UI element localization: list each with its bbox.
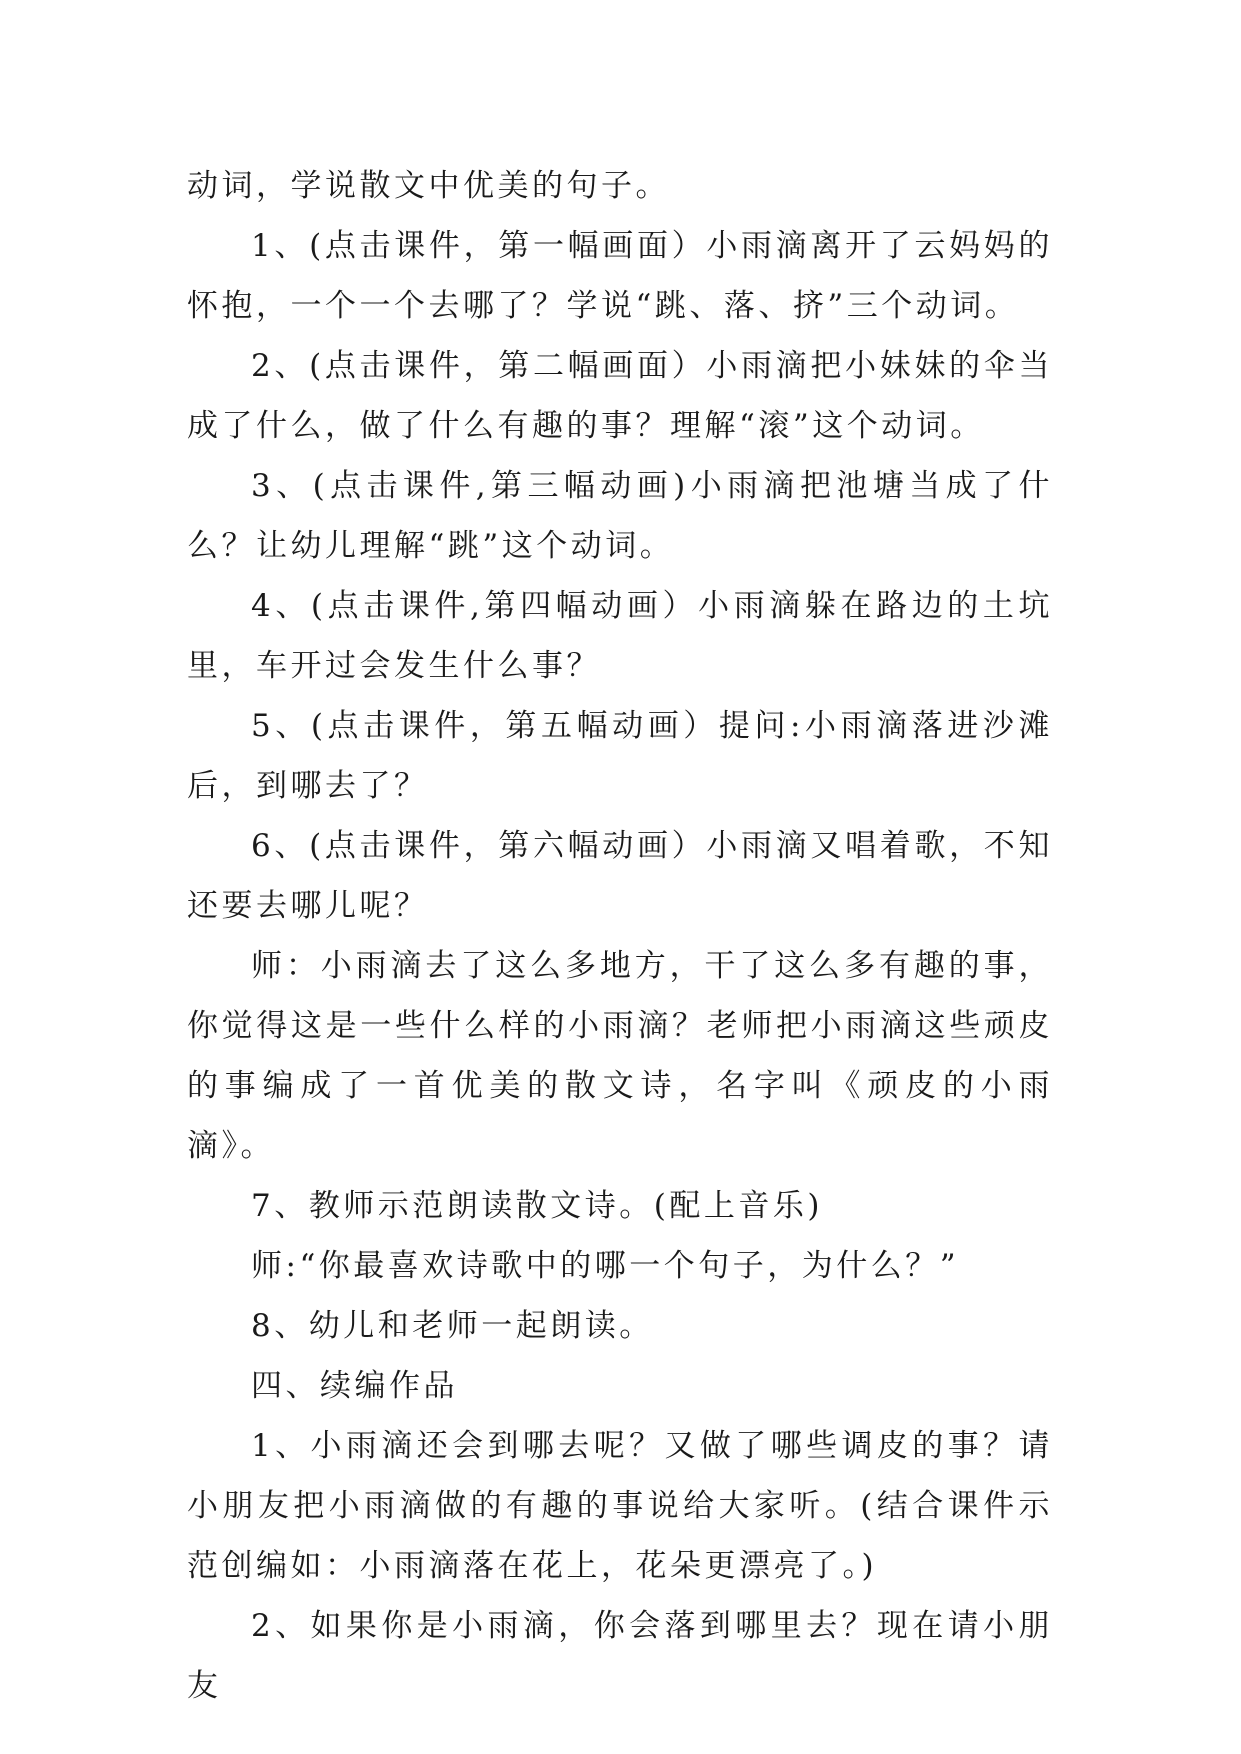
paragraph-step-6: 6、(点击课件，第六幅动画）小雨滴又唱着歌，不知还要去哪儿呢？ — [187, 828, 1053, 924]
section-heading: 四、续编作品 — [251, 1368, 458, 1404]
paragraph-step-5: 5、(点击课件，第五幅动画）提问:小雨滴落进沙滩后，到哪去了？ — [187, 708, 1053, 804]
paragraph-step-8: 8、幼儿和老师一起朗读。 — [251, 1308, 654, 1344]
paragraph-teacher-remark: 师：小雨滴去了这么多地方，干了这么多有趣的事，你觉得这是一些什么样的小雨滴？老师把小雨滴这些顽皮的事编成了一首优美的散文诗，名字叫《顽皮的小雨滴》。 — [187, 948, 1053, 1164]
paragraph-step-4: 4、(点击课件,第四幅动画）小雨滴躲在路边的土坑里，车开过会发生什么事？ — [187, 588, 1053, 684]
paragraph-step-2: 2、(点击课件，第二幅画面）小雨滴把小妹妹的伞当成了什么，做了什么有趣的事？理解“滚”这个动词。 — [187, 348, 1053, 444]
paragraph-step-1: 1、(点击课件，第一幅画面）小雨滴离开了云妈妈的怀抱，一个一个去哪了？学说“跳、落、挤”三个动词。 — [187, 228, 1053, 324]
paragraph-teacher-question: 师:“你最喜欢诗歌中的哪一个句子，为什么？” — [251, 1248, 960, 1284]
document-body — [187, 156, 1053, 1716]
paragraph-continue-1: 1、小雨滴还会到哪去呢？又做了哪些调皮的事？请小朋友把小雨滴做的有趣的事说给大家听。(结合课件示范创编如：小雨滴落在花上，花朵更漂亮了。) — [187, 1428, 1053, 1584]
paragraph-continue-2: 2、如果你是小雨滴，你会落到哪里去？现在请小朋友 — [187, 1608, 1053, 1704]
paragraph-step-3: 3、(点击课件,第三幅动画)小雨滴把池塘当成了什么？让幼儿理解“跳”这个动词。 — [187, 468, 1053, 564]
paragraph-continuation: 动词，学说散文中优美的句子。 — [187, 168, 670, 204]
paragraph-step-7: 7、教师示范朗读散文诗。(配上音乐) — [251, 1188, 823, 1224]
